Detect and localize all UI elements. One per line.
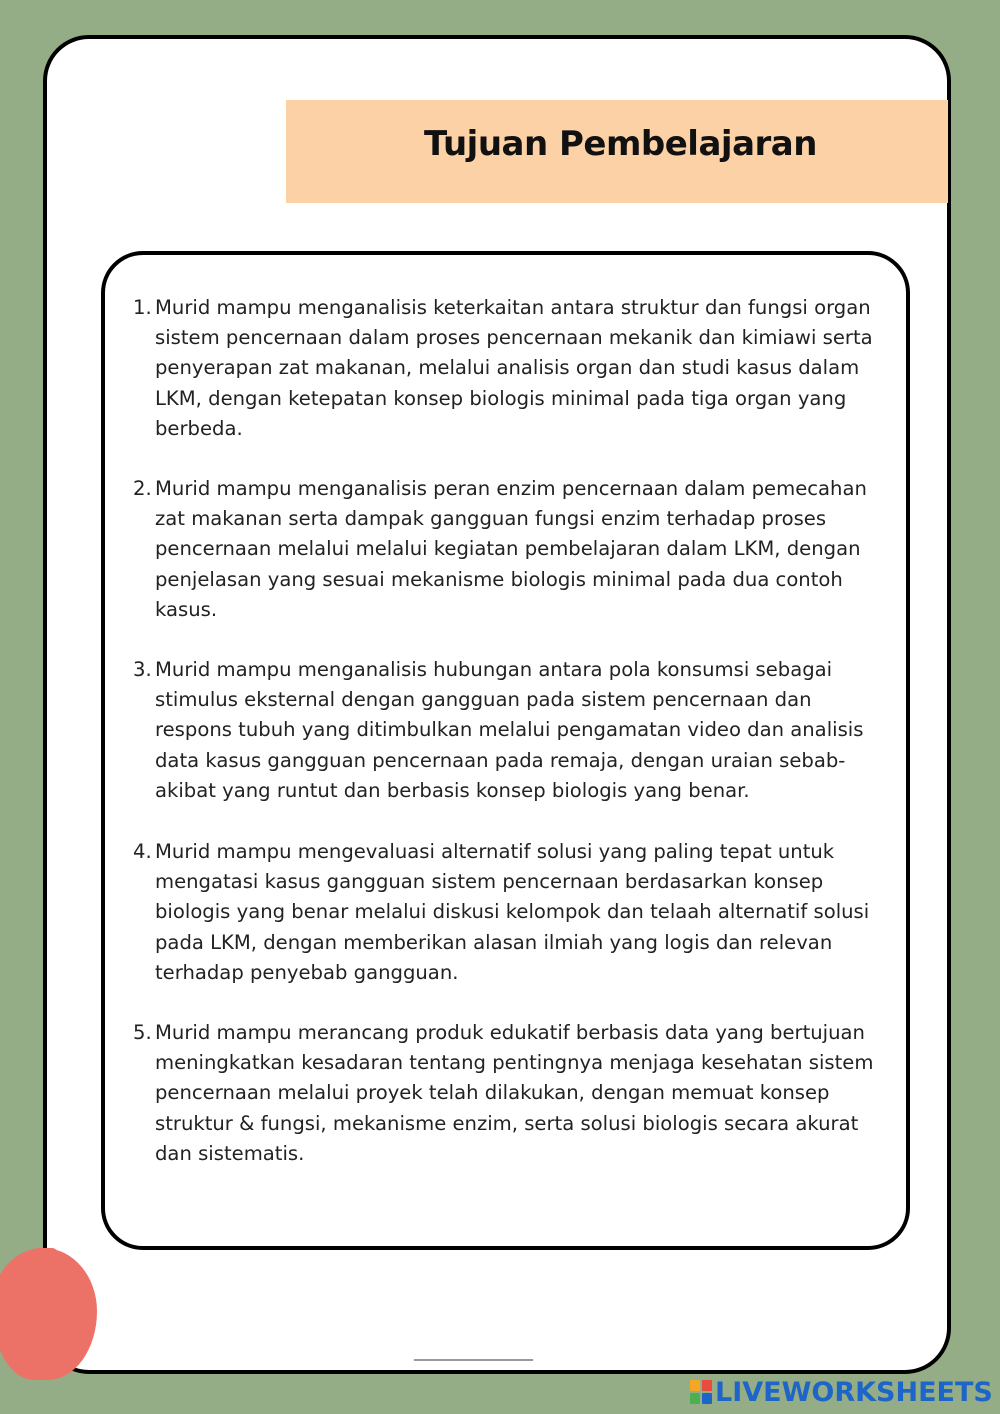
objective-item-4 — [133, 837, 883, 988]
objective-number: 1. — [133, 296, 152, 319]
watermark-text: LIVEWORKSHEETS — [715, 1376, 993, 1408]
objective-text: Murid mampu menganalisis peran enzim pencernaan dalam pemecahan zat makanan serta dampak gangguan fungsi enzim terhadap proses pencernaan melalui melalui kegiatan pembelajaran dalam LKM, dengan penjelasan yang sesuai mekanisme biologis minimal pada dua contoh kasus. — [155, 477, 867, 621]
objective-item-2 — [133, 474, 883, 625]
footer-underline: _________________ — [414, 1345, 533, 1361]
objective-text: Murid mampu menganalisis keterkaitan antara struktur dan fungsi organ sistem pencernaan dalam proses pencernaan mekanik dan kimiawi serta penyerapan zat makanan, melalui analisis organ dan studi kasus dalam LKM, dengan ketepatan konsep biologis minimal pada tiga organ yang berbeda. — [155, 296, 873, 440]
stomach-illustration-top — [32, 1248, 58, 1264]
objective-number: 3. — [133, 658, 152, 681]
objective-text: Murid mampu merancang produk edukatif berbasis data yang bertujuan meningkatkan kesadaran tentang pentingnya menjaga kesehatan sistem pencernaan melalui proyek telah dilakukan, dengan memuat konsep struktur & fungsi, mekanisme enzim, serta solusi biologis secara akurat dan sistematis. — [155, 1021, 874, 1165]
title-banner — [286, 100, 948, 203]
objective-number: 2. — [133, 477, 152, 500]
liveworksheets-logo-icon — [690, 1380, 712, 1404]
objective-number: 5. — [133, 1021, 152, 1044]
liveworksheets-watermark — [690, 1375, 993, 1409]
objective-item-3 — [133, 655, 883, 806]
objective-item-5 — [133, 1018, 883, 1169]
objectives-box — [101, 251, 910, 1250]
objective-item-1 — [133, 293, 883, 444]
objective-text: Murid mampu mengevaluasi alternatif solusi yang paling tepat untuk mengatasi kasus gangguan sistem pencernaan berdasarkan konsep biologis yang benar melalui diskusi kelompok dan telaah alternatif solusi pada LKM, dengan memberikan alasan ilmiah yang logis dan relevan terhadap penyebab gangguan. — [155, 840, 870, 984]
objective-text: Murid mampu menganalisis hubungan antara pola konsumsi sebagai stimulus eksternal dengan gangguan pada sistem pencernaan dan respons tubuh yang ditimbulkan melalui pengamatan video dan analisis data kasus gangguan pencernaan pada remaja, dengan uraian sebab-akibat yang runtut dan berbasis konsep biologis yang benar. — [155, 658, 864, 802]
page-title: Tujuan Pembelajaran — [424, 124, 817, 164]
objective-number: 4. — [133, 840, 152, 863]
